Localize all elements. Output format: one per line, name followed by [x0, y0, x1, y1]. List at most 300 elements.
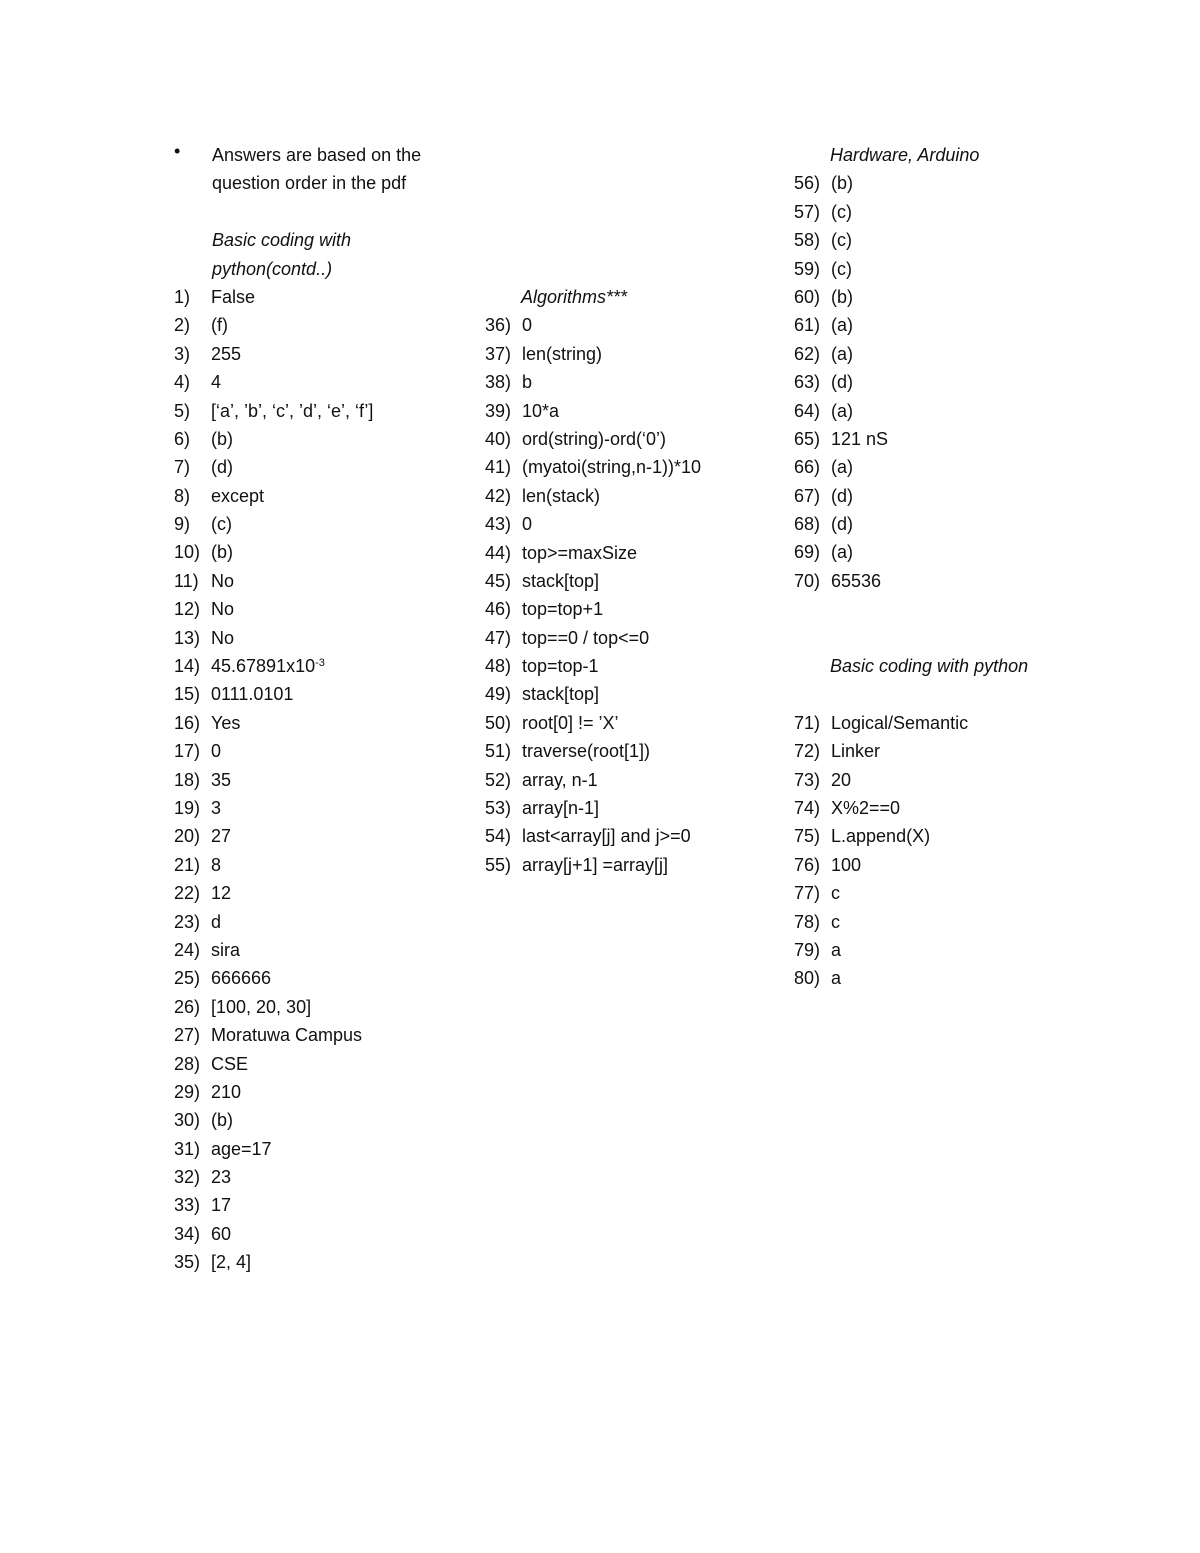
answer-text [211, 567, 234, 595]
section-heading-basic-python: Basic coding with python [830, 656, 1029, 677]
answer-value: sira [211, 939, 241, 960]
answer-number: 75) [794, 826, 821, 847]
answer-value: c [831, 883, 840, 904]
answer-value: Yes [211, 712, 241, 733]
answer-number: 77) [794, 883, 821, 904]
answer-text [831, 397, 853, 425]
answer-text [831, 822, 930, 850]
answer-text [211, 964, 271, 992]
answer-text [831, 936, 841, 964]
answer-value: Logical/Semantic [831, 712, 969, 733]
answer-text [211, 822, 231, 850]
answer-item [174, 624, 383, 652]
answer-number: 36) [485, 315, 512, 336]
answer-number: 9) [174, 514, 191, 535]
answer-text [831, 425, 888, 453]
answer-number: 43) [485, 514, 512, 535]
answer-value: 20 [831, 769, 852, 790]
answer-text [522, 397, 559, 425]
answer-text [831, 453, 853, 481]
answer-item [174, 993, 383, 1021]
answer-value: 3 [211, 797, 222, 818]
answer-list-1-35 [174, 283, 383, 1277]
answer-item [174, 482, 383, 510]
answer-number: 34) [174, 1223, 201, 1244]
answer-text [211, 1106, 233, 1134]
answer-value: top=top+1 [522, 599, 604, 620]
answer-item [485, 680, 701, 708]
answer-item [794, 311, 1028, 339]
answer-number: 74) [794, 797, 821, 818]
answer-number: 69) [794, 542, 821, 563]
answer-value: 35 [211, 769, 232, 790]
answer-number: 39) [485, 400, 512, 421]
answer-value: Linker [831, 741, 881, 762]
answer-text [831, 226, 852, 254]
answer-value: No [211, 570, 235, 591]
answer-item [794, 908, 1028, 936]
answer-text [831, 311, 853, 339]
answer-item [794, 283, 1028, 311]
answer-number: 25) [174, 968, 201, 989]
answer-value: (c) [211, 514, 232, 535]
answer-text [831, 198, 852, 226]
answer-number: 35) [174, 1252, 201, 1273]
answer-number: 48) [485, 656, 512, 677]
answer-number: 10) [174, 542, 201, 563]
answer-item [794, 936, 1028, 964]
answer-item [485, 482, 701, 510]
answer-value: b [522, 372, 533, 393]
answer-value: c [831, 911, 840, 932]
answer-item [174, 1050, 383, 1078]
answer-value: (b) [831, 173, 853, 194]
answer-value: 27 [211, 826, 232, 847]
answer-text [211, 879, 231, 907]
answer-item [174, 595, 383, 623]
answer-text [211, 453, 233, 481]
answer-number: 12) [174, 599, 201, 620]
answer-number: 52) [485, 769, 512, 790]
answer-number: 66) [794, 457, 821, 478]
answer-item [485, 822, 701, 850]
answer-text [522, 624, 649, 652]
answer-text [211, 737, 221, 765]
answer-number: 70) [794, 570, 821, 591]
answer-value: [100, 20, 30] [211, 996, 312, 1017]
answer-text [211, 283, 255, 311]
answer-item [174, 567, 383, 595]
answer-number: 79) [794, 939, 821, 960]
answer-item [485, 340, 701, 368]
answer-number: 63) [794, 372, 821, 393]
answer-text [522, 368, 532, 396]
answer-value: 666666 [211, 968, 272, 989]
answer-item [485, 652, 701, 680]
answer-number: 42) [485, 485, 512, 506]
answer-number: 7) [174, 457, 191, 478]
answer-item [794, 198, 1028, 226]
answer-text [211, 652, 325, 680]
answer-value: 100 [831, 854, 862, 875]
answer-item [485, 595, 701, 623]
answer-text [522, 453, 701, 481]
answer-value: (a) [831, 400, 853, 421]
answer-number: 72) [794, 741, 821, 762]
answer-number: 33) [174, 1195, 201, 1216]
answer-item [174, 1163, 383, 1191]
answer-item [174, 936, 383, 964]
answer-item [794, 737, 1028, 765]
answer-item [174, 340, 383, 368]
answer-text [211, 851, 221, 879]
answer-item [174, 1021, 383, 1049]
answer-number: 53) [485, 798, 512, 819]
answer-number: 28) [174, 1053, 201, 1074]
answer-text [831, 340, 853, 368]
intro-line-1: Answers are based on the [212, 145, 422, 165]
answer-item [174, 510, 383, 538]
answer-text [831, 482, 853, 510]
answer-text [211, 510, 232, 538]
answer-number: 21) [174, 854, 201, 875]
answer-item [174, 1248, 383, 1276]
answer-item [174, 709, 383, 737]
answer-value: (a) [831, 343, 853, 364]
answer-text [211, 709, 240, 737]
answer-item [794, 425, 1028, 453]
answer-number: 22) [174, 883, 201, 904]
answer-value: (a) [831, 457, 853, 478]
answer-item [174, 1078, 383, 1106]
answer-value: Moratuwa Campus [211, 1025, 363, 1046]
answer-number: 20) [174, 826, 201, 847]
answer-number: 23) [174, 911, 201, 932]
answer-value: [‘a’, ’b’, ‘c’, ’d’, ‘e’, ‘f’] [211, 400, 374, 421]
answer-value: (d) [831, 372, 853, 393]
answer-number: 50) [485, 712, 512, 733]
answer-number: 49) [485, 684, 512, 705]
answer-number: 64) [794, 400, 821, 421]
answer-list-56-70 [794, 169, 1028, 595]
answer-text [831, 567, 881, 595]
answer-value: (d) [211, 457, 233, 478]
answer-text [831, 538, 853, 566]
answer-value: 17 [211, 1195, 232, 1216]
answer-number: 19) [174, 797, 201, 818]
answer-value: (b) [211, 428, 233, 449]
answer-value: No [211, 599, 235, 620]
answer-number: 41) [485, 457, 512, 478]
answer-number: 30) [174, 1110, 201, 1131]
answer-item [794, 538, 1028, 566]
answer-item [794, 453, 1028, 481]
answer-text [831, 879, 840, 907]
answer-number: 58) [794, 230, 821, 251]
answer-value: 0 [522, 514, 533, 535]
answer-value: (a) [831, 542, 853, 563]
answer-text [522, 311, 532, 339]
answer-text [211, 1078, 241, 1106]
answer-number: 68) [794, 514, 821, 535]
answer-value: a [831, 968, 842, 989]
answer-value: last<array[j] and j>=0 [522, 826, 691, 847]
answer-text [211, 1220, 231, 1248]
answer-value: top==0 / top<=0 [522, 627, 650, 648]
answer-item [174, 1220, 383, 1248]
answer-value: top>=maxSize [522, 542, 638, 563]
answer-text [211, 482, 264, 510]
section-heading-basic-contd-2: python(contd..) [212, 258, 333, 279]
answer-value: except [211, 485, 265, 506]
answer-number: 1) [174, 286, 191, 307]
answer-text [211, 340, 241, 368]
answer-number: 51) [485, 741, 512, 762]
answer-item [485, 368, 701, 396]
answer-item [794, 368, 1028, 396]
answer-item [794, 567, 1028, 595]
answer-value: 210 [211, 1081, 242, 1102]
answer-item [174, 737, 383, 765]
answer-item [485, 737, 701, 765]
answer-item [174, 425, 383, 453]
answer-item [794, 879, 1028, 907]
answer-value: [2, 4] [211, 1252, 252, 1273]
answer-value: (d) [831, 514, 853, 535]
section-heading-basic-contd: Basic coding with [212, 230, 352, 251]
answer-value: (c) [831, 230, 852, 251]
answer-text [831, 794, 900, 822]
answer-text [211, 425, 233, 453]
answer-number: 71) [794, 712, 821, 733]
answer-value: top=top-1 [522, 656, 599, 677]
answer-value: (c) [831, 201, 852, 222]
answer-text [522, 510, 532, 538]
answer-item [794, 169, 1028, 197]
answer-number: 14) [174, 656, 201, 677]
answer-value: 0111.0101 [211, 684, 294, 705]
answer-number: 38) [485, 372, 512, 393]
answer-text [211, 1135, 272, 1163]
answer-value: len(stack) [522, 485, 601, 506]
answer-text [522, 766, 598, 794]
answer-number: 8) [174, 485, 191, 506]
answer-number: 47) [485, 627, 512, 648]
answer-item [794, 709, 1028, 737]
answer-item [794, 255, 1028, 283]
answer-item [794, 397, 1028, 425]
answer-value: X%2==0 [831, 797, 901, 818]
answer-value: (myatoi(string,n-1))*10 [522, 457, 702, 478]
answer-item [174, 1135, 383, 1163]
answer-text [211, 794, 221, 822]
answer-value: 121 nS [831, 428, 889, 449]
answer-item [794, 964, 1028, 992]
answer-value: 255 [211, 343, 242, 364]
answer-item [794, 510, 1028, 538]
answer-item [174, 397, 383, 425]
answer-item [485, 425, 701, 453]
answer-number: 73) [794, 769, 821, 790]
answer-item [485, 851, 701, 879]
answer-text [831, 766, 851, 794]
answer-text [211, 1191, 231, 1219]
answer-text [522, 567, 599, 595]
section-heading-algorithms: Algorithms*** [521, 287, 628, 307]
answer-text [211, 936, 240, 964]
answer-number: 24) [174, 939, 201, 960]
answer-number: 26) [174, 996, 201, 1017]
answer-item [485, 453, 701, 481]
answer-number: 46) [485, 599, 512, 620]
answer-text [211, 368, 221, 396]
answer-number: 16) [174, 712, 201, 733]
answer-item [794, 482, 1028, 510]
intro-line-2: question order in the pdf [212, 173, 407, 194]
answer-text [522, 822, 691, 850]
answer-text [522, 340, 602, 368]
answer-value: root[0] != ’X’ [522, 712, 619, 733]
answer-value: ord(string)-ord(‘0’) [522, 428, 667, 449]
answer-value: age=17 [211, 1138, 272, 1159]
answer-item [174, 766, 383, 794]
answer-item [794, 226, 1028, 254]
answer-text [522, 680, 599, 708]
answer-item [794, 851, 1028, 879]
answer-number: 2) [174, 315, 191, 336]
answer-list-71-80 [794, 709, 1028, 993]
answer-value: (b) [211, 542, 233, 563]
answer-number: 32) [174, 1167, 201, 1188]
answer-value: stack[top] [522, 570, 600, 591]
answer-number: 54) [485, 826, 512, 847]
answer-text [522, 595, 603, 623]
answer-item [794, 794, 1028, 822]
answer-item [485, 539, 701, 567]
answer-number: 45) [485, 570, 512, 591]
answer-value: (b) [211, 1110, 233, 1131]
answer-number: 40) [485, 428, 512, 449]
answer-item [174, 1191, 383, 1219]
answer-number: 44) [485, 542, 512, 563]
answer-text [831, 169, 853, 197]
answer-number: 76) [794, 854, 821, 875]
answer-item [485, 794, 701, 822]
answer-text [211, 1248, 251, 1276]
answer-number: 80) [794, 968, 821, 989]
answer-text [211, 311, 228, 339]
answer-text [831, 851, 861, 879]
answer-value: a [831, 939, 842, 960]
answer-number: 11) [174, 570, 199, 591]
answer-number: 17) [174, 741, 201, 762]
answer-text [211, 595, 234, 623]
answer-number: 56) [794, 173, 821, 194]
bullet-icon: • [174, 141, 181, 161]
answer-item [485, 709, 701, 737]
answer-number: 67) [794, 485, 821, 506]
answer-value: (f) [211, 315, 228, 336]
answer-number: 78) [794, 911, 821, 932]
answer-item [485, 397, 701, 425]
answer-text [211, 397, 373, 425]
answer-text [831, 368, 853, 396]
answer-value: len(string) [522, 343, 603, 364]
answer-item [174, 822, 383, 850]
answer-text [831, 283, 853, 311]
column-3 [794, 141, 1028, 993]
answer-number: 31) [174, 1138, 201, 1159]
answer-text [211, 908, 221, 936]
answer-value: 12 [211, 883, 232, 904]
answer-value: array, n-1 [522, 769, 598, 790]
answer-text [831, 737, 880, 765]
answer-text [522, 482, 600, 510]
answer-item [794, 340, 1028, 368]
answer-value: 10*a [522, 400, 560, 421]
answer-number: 37) [485, 343, 512, 364]
answer-item [174, 453, 383, 481]
answer-value: (a) [831, 315, 853, 336]
answer-item [485, 311, 701, 339]
answer-number: 61) [794, 315, 821, 336]
answer-item [174, 283, 383, 311]
answer-item [485, 624, 701, 652]
answer-item [174, 538, 383, 566]
answer-text [211, 538, 233, 566]
answer-value: 23 [211, 1167, 232, 1188]
answer-text [831, 255, 852, 283]
column-2 [485, 283, 701, 879]
answer-value: traverse(root[1]) [522, 741, 651, 762]
answer-text [522, 709, 619, 737]
answer-item [485, 766, 701, 794]
answer-text [522, 652, 599, 680]
answer-item [485, 510, 701, 538]
answer-number: 18) [174, 769, 201, 790]
answer-value: (c) [831, 258, 852, 279]
answer-text [831, 709, 968, 737]
answer-value: array[j+1] =array[j] [522, 854, 669, 875]
answer-number: 60) [794, 286, 821, 307]
answer-value: d [211, 911, 222, 932]
answer-value: CSE [211, 1053, 249, 1074]
answer-number: 62) [794, 343, 821, 364]
answer-value: 45.67891x10 [211, 656, 316, 677]
answer-text [831, 908, 840, 936]
column-1 [174, 141, 422, 1277]
answer-text [211, 680, 293, 708]
answer-value: array[n-1] [522, 798, 600, 819]
answer-item [174, 964, 383, 992]
answer-item [174, 652, 383, 680]
answer-value: 0 [211, 741, 222, 762]
section-heading-hardware: Hardware, Arduino [830, 145, 980, 165]
answer-item [174, 908, 383, 936]
answer-text [211, 1163, 231, 1191]
answer-list-36-55 [485, 311, 701, 879]
answer-text [211, 1050, 248, 1078]
answer-number: 29) [174, 1081, 201, 1102]
answer-text [211, 624, 234, 652]
answer-item [174, 879, 383, 907]
answer-value: L.append(X) [831, 826, 931, 847]
answer-exponent: -3 [315, 657, 325, 670]
answer-number: 5) [174, 400, 191, 421]
answer-number: 6) [174, 428, 191, 449]
answer-item [794, 822, 1028, 850]
answer-number: 65) [794, 428, 821, 449]
